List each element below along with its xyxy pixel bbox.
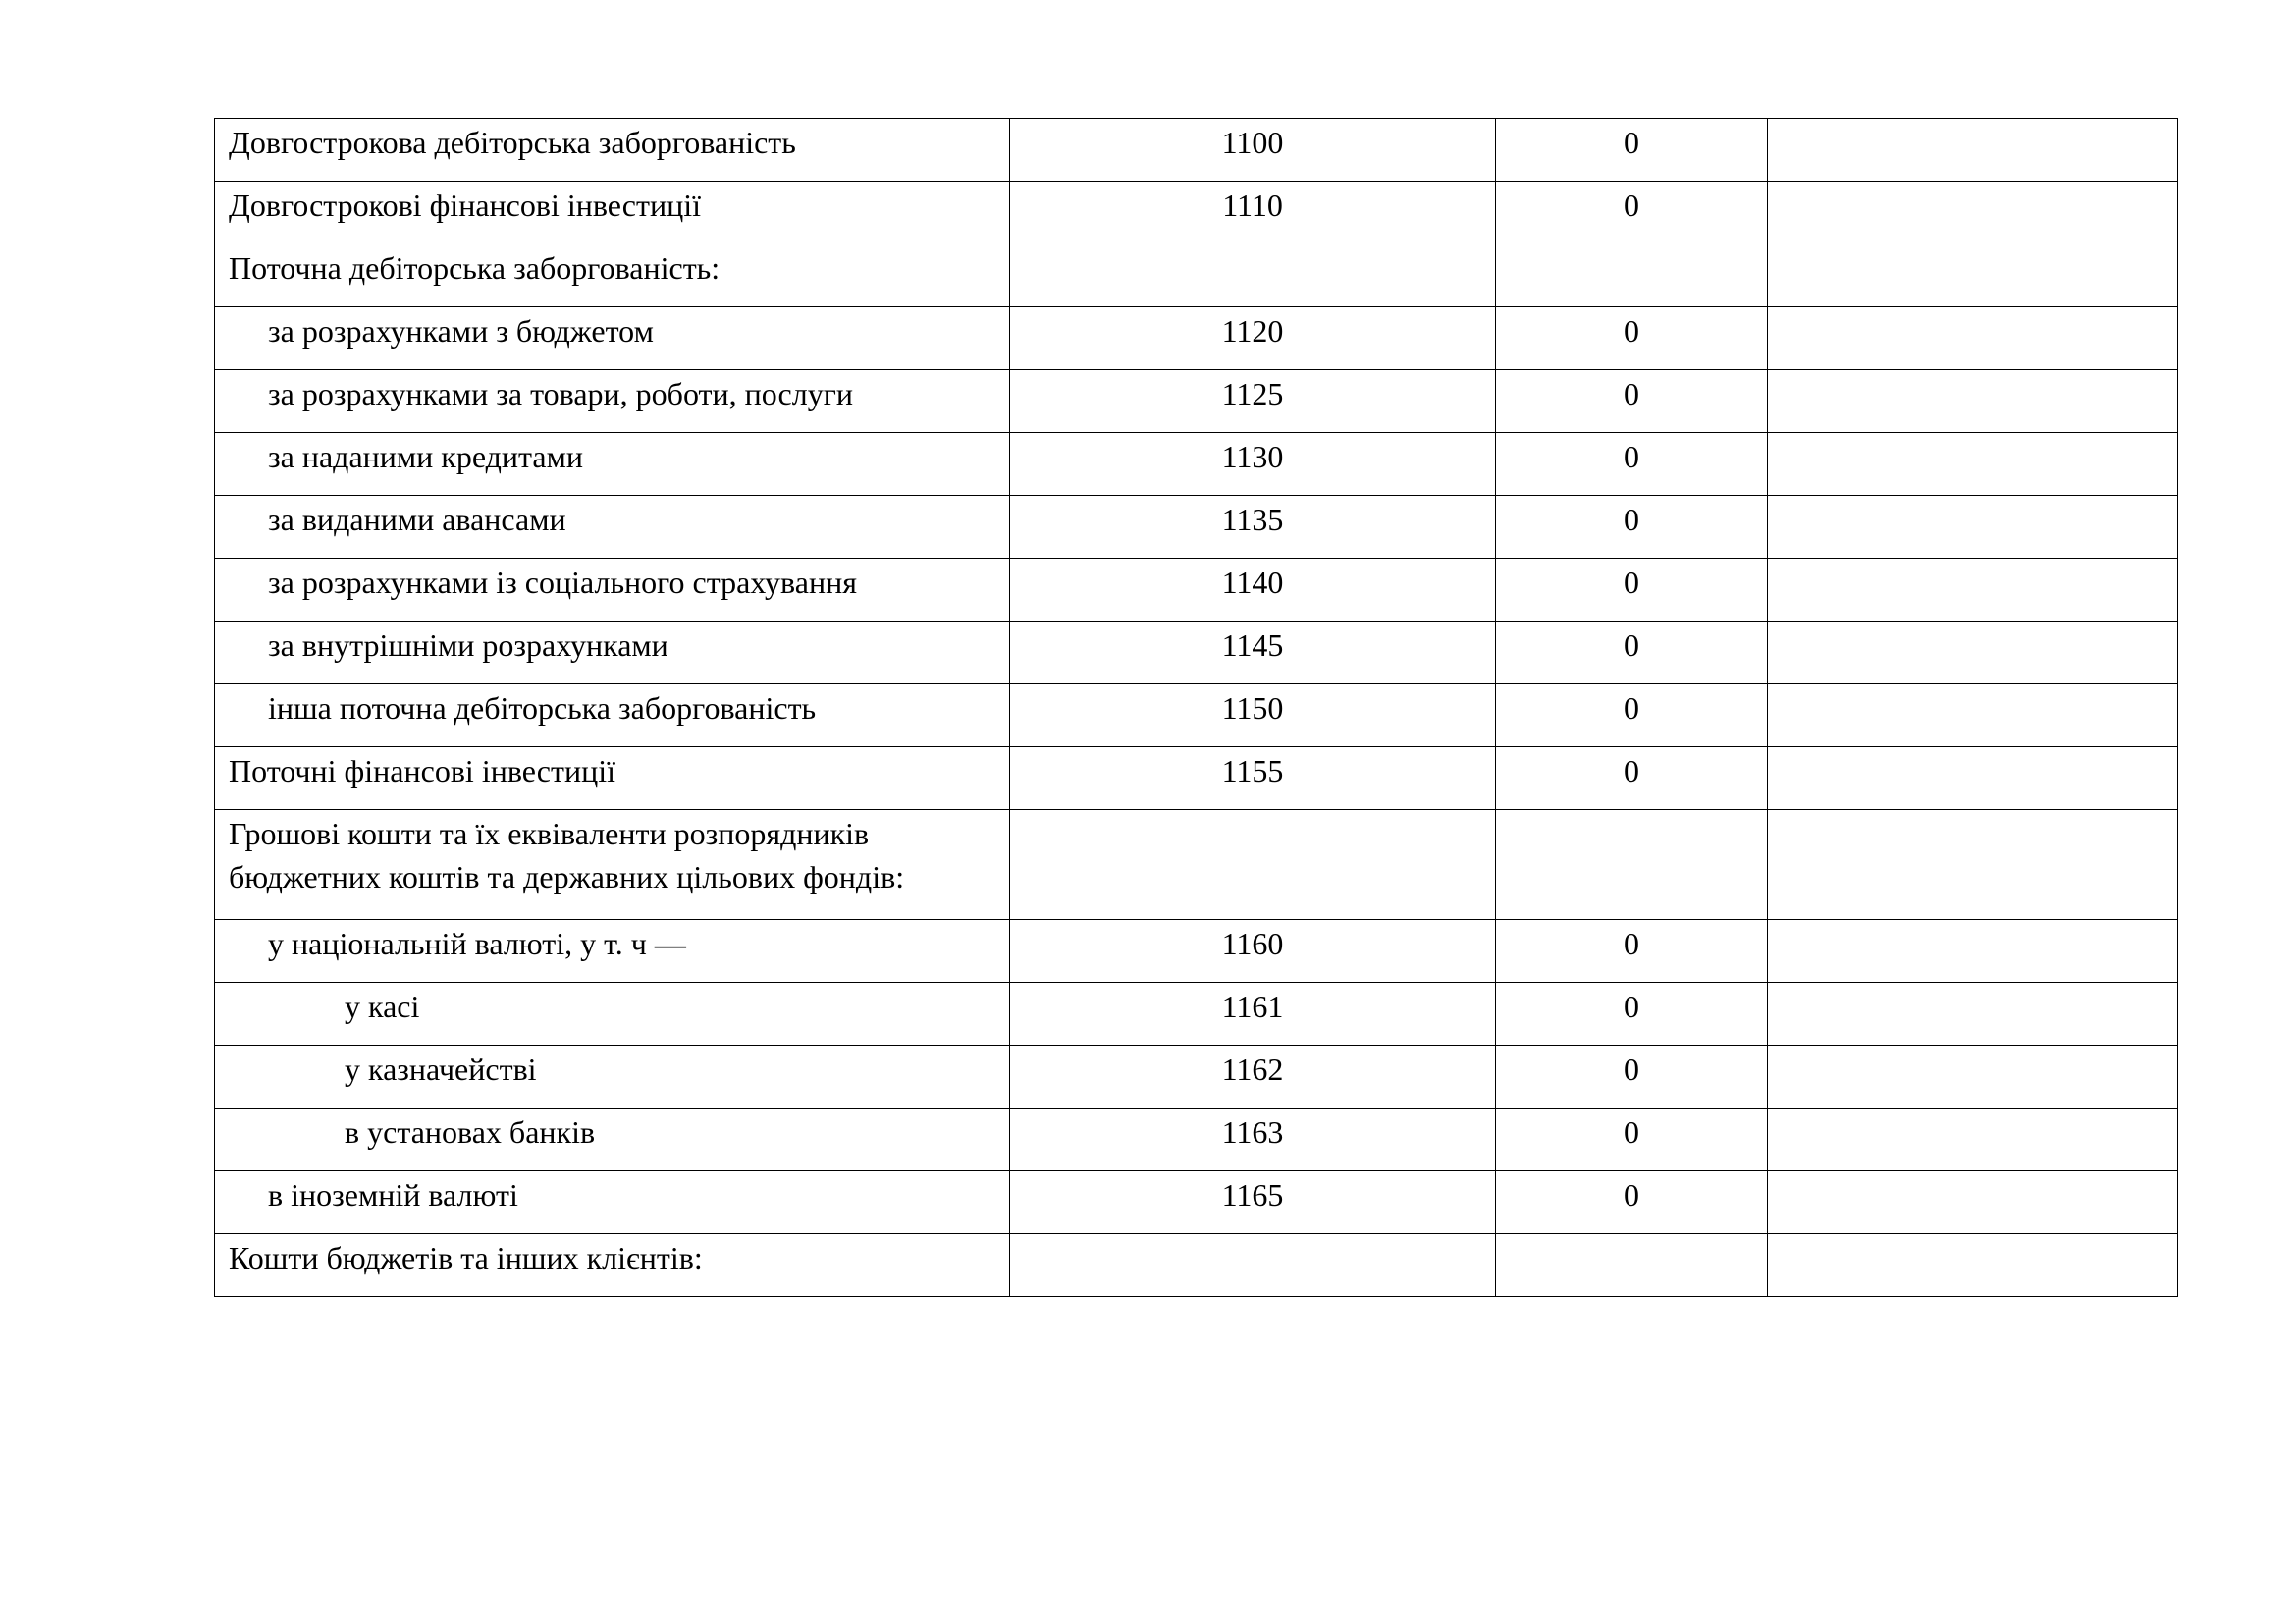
row-name-cell: в установах банків bbox=[215, 1109, 1010, 1171]
row-extra-cell bbox=[1768, 684, 2178, 747]
row-code-cell: 1145 bbox=[1010, 622, 1496, 684]
row-code-cell bbox=[1010, 810, 1496, 920]
row-value-cell: 0 bbox=[1496, 370, 1768, 433]
row-extra-cell bbox=[1768, 182, 2178, 244]
row-value-cell: 0 bbox=[1496, 559, 1768, 622]
row-extra-cell bbox=[1768, 810, 2178, 920]
row-value-cell: 0 bbox=[1496, 496, 1768, 559]
row-value-cell: 0 bbox=[1496, 1046, 1768, 1109]
row-value-cell: 0 bbox=[1496, 119, 1768, 182]
balance-table bbox=[214, 118, 2178, 1297]
row-name-cell: за наданими кредитами bbox=[215, 433, 1010, 496]
table-row bbox=[215, 1109, 2178, 1171]
table-row bbox=[215, 810, 2178, 920]
row-extra-cell bbox=[1768, 119, 2178, 182]
table-row bbox=[215, 983, 2178, 1046]
table-row bbox=[215, 622, 2178, 684]
table-row bbox=[215, 182, 2178, 244]
row-extra-cell bbox=[1768, 1171, 2178, 1234]
row-value-cell: 0 bbox=[1496, 307, 1768, 370]
row-code-cell: 1160 bbox=[1010, 920, 1496, 983]
row-value-cell bbox=[1496, 810, 1768, 920]
row-extra-cell bbox=[1768, 496, 2178, 559]
row-code-cell bbox=[1010, 244, 1496, 307]
row-value-cell: 0 bbox=[1496, 622, 1768, 684]
row-value-cell: 0 bbox=[1496, 747, 1768, 810]
row-extra-cell bbox=[1768, 1109, 2178, 1171]
table-row bbox=[215, 920, 2178, 983]
row-code-cell: 1161 bbox=[1010, 983, 1496, 1046]
table-row bbox=[215, 370, 2178, 433]
row-value-cell: 0 bbox=[1496, 1109, 1768, 1171]
row-name-cell: Поточні фінансові інвестиції bbox=[215, 747, 1010, 810]
row-name-cell: в іноземній валюті bbox=[215, 1171, 1010, 1234]
table-row bbox=[215, 307, 2178, 370]
row-name-cell: Довгострокові фінансові інвестиції bbox=[215, 182, 1010, 244]
row-code-cell: 1125 bbox=[1010, 370, 1496, 433]
row-code-cell: 1135 bbox=[1010, 496, 1496, 559]
row-code-cell: 1162 bbox=[1010, 1046, 1496, 1109]
row-code-cell: 1100 bbox=[1010, 119, 1496, 182]
row-extra-cell bbox=[1768, 244, 2178, 307]
row-name-cell: за розрахунками з бюджетом bbox=[215, 307, 1010, 370]
row-code-cell: 1120 bbox=[1010, 307, 1496, 370]
row-extra-cell bbox=[1768, 983, 2178, 1046]
row-extra-cell bbox=[1768, 559, 2178, 622]
row-value-cell bbox=[1496, 244, 1768, 307]
table-row bbox=[215, 1171, 2178, 1234]
balance-table-body bbox=[215, 119, 2178, 1297]
row-value-cell: 0 bbox=[1496, 1171, 1768, 1234]
row-value-cell: 0 bbox=[1496, 920, 1768, 983]
row-code-cell: 1150 bbox=[1010, 684, 1496, 747]
table-row bbox=[215, 747, 2178, 810]
table-row bbox=[215, 1046, 2178, 1109]
row-name-cell: Поточна дебіторська заборгованість: bbox=[215, 244, 1010, 307]
row-value-cell bbox=[1496, 1234, 1768, 1297]
row-value-cell: 0 bbox=[1496, 433, 1768, 496]
row-name-cell: у казначействі bbox=[215, 1046, 1010, 1109]
row-name-cell: за розрахунками за товари, роботи, послуги bbox=[215, 370, 1010, 433]
row-code-cell: 1155 bbox=[1010, 747, 1496, 810]
row-code-cell: 1110 bbox=[1010, 182, 1496, 244]
row-value-cell: 0 bbox=[1496, 983, 1768, 1046]
table-row bbox=[215, 559, 2178, 622]
row-name-cell: інша поточна дебіторська заборгованість bbox=[215, 684, 1010, 747]
row-extra-cell bbox=[1768, 433, 2178, 496]
row-value-cell: 0 bbox=[1496, 684, 1768, 747]
row-code-cell: 1165 bbox=[1010, 1171, 1496, 1234]
table-row bbox=[215, 1234, 2178, 1297]
row-name-cell: Грошові кошти та їх еквіваленти розпорядників бюджетних коштів та державних цільових фондів: bbox=[215, 810, 1010, 920]
row-extra-cell bbox=[1768, 370, 2178, 433]
row-extra-cell bbox=[1768, 920, 2178, 983]
table-row bbox=[215, 119, 2178, 182]
row-extra-cell bbox=[1768, 307, 2178, 370]
row-name-cell: за розрахунками із соціального страхування bbox=[215, 559, 1010, 622]
row-code-cell bbox=[1010, 1234, 1496, 1297]
table-row bbox=[215, 244, 2178, 307]
row-extra-cell bbox=[1768, 1046, 2178, 1109]
row-code-cell: 1130 bbox=[1010, 433, 1496, 496]
table-row bbox=[215, 684, 2178, 747]
row-name-cell: за внутрішніми розрахунками bbox=[215, 622, 1010, 684]
row-value-cell: 0 bbox=[1496, 182, 1768, 244]
row-name-cell: у касі bbox=[215, 983, 1010, 1046]
row-name-cell: Кошти бюджетів та інших клієнтів: bbox=[215, 1234, 1010, 1297]
table-row bbox=[215, 496, 2178, 559]
row-code-cell: 1163 bbox=[1010, 1109, 1496, 1171]
row-name-cell: Довгострокова дебіторська заборгованість bbox=[215, 119, 1010, 182]
row-name-cell: у національній валюті, у т. ч — bbox=[215, 920, 1010, 983]
row-extra-cell bbox=[1768, 622, 2178, 684]
row-name-cell: за виданими авансами bbox=[215, 496, 1010, 559]
row-code-cell: 1140 bbox=[1010, 559, 1496, 622]
row-extra-cell bbox=[1768, 747, 2178, 810]
row-extra-cell bbox=[1768, 1234, 2178, 1297]
table-row bbox=[215, 433, 2178, 496]
